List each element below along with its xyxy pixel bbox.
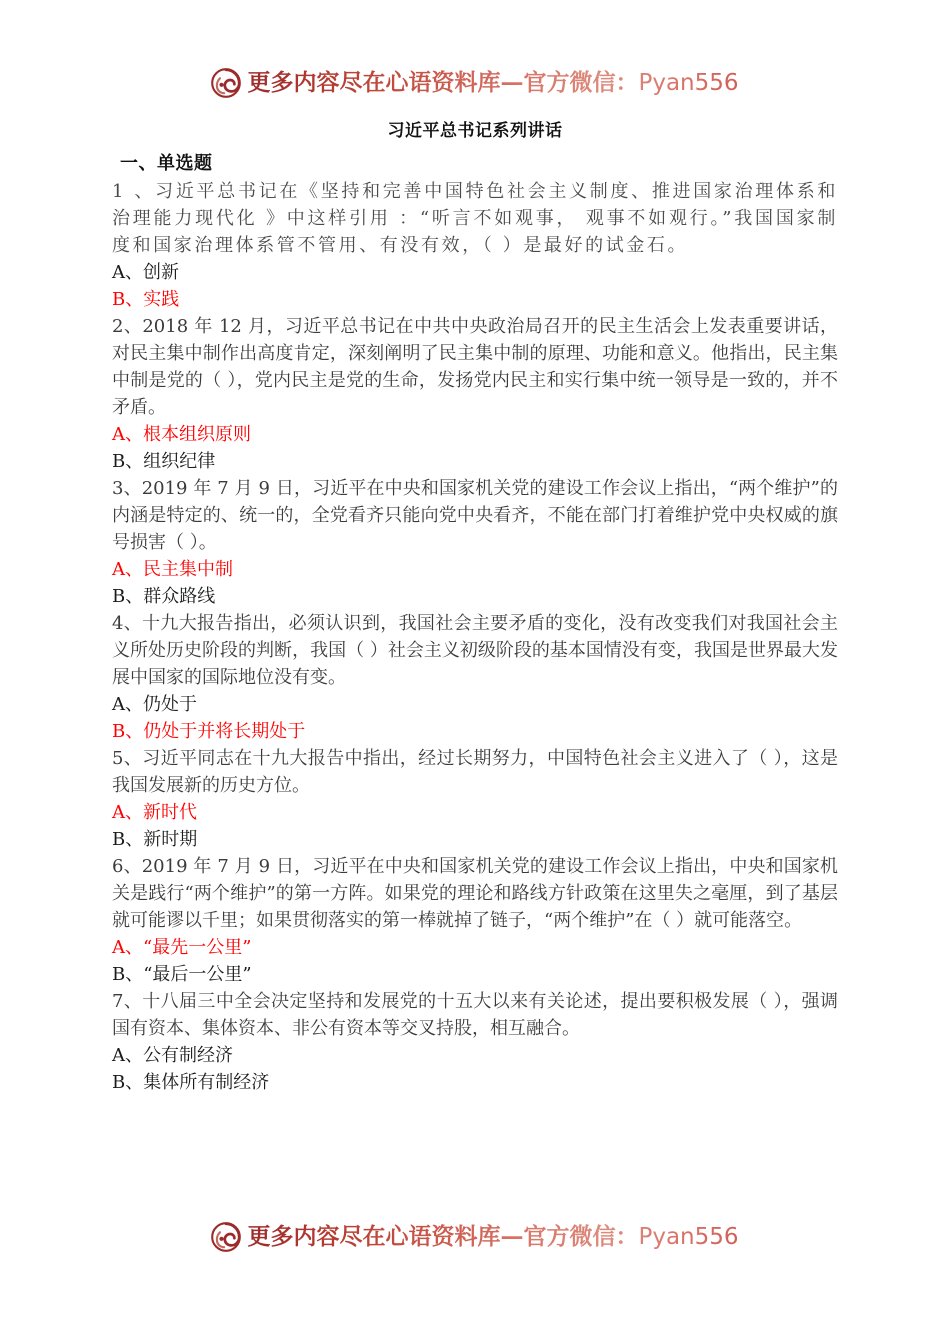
question-block (112, 313, 838, 475)
question-block (112, 988, 838, 1096)
question-stem: 7、十八届三中全会决定坚持和发展党的十五大以来有关论述，提出要积极发展（ ），强调国有资本、集体资本、非公有资本等交叉持股，相互融合。 (112, 991, 838, 1039)
watermark-text-cn: 更多内容尽在心语资料库—官方微信： (247, 1223, 639, 1250)
question-option-answer: A、新时代 (112, 802, 197, 823)
question-option: B、组织纪律 (112, 451, 216, 472)
yin-yang-swirl-logo-icon (211, 68, 241, 98)
document-content (112, 118, 838, 1096)
question-option: A、公有制经济 (112, 1045, 233, 1066)
question-option: B、群众路线 (112, 586, 216, 607)
watermark-text-latin: Pyan556 (638, 70, 739, 96)
yin-yang-swirl-logo-icon (211, 1222, 241, 1252)
question-block (112, 475, 838, 610)
watermark-text (247, 68, 738, 98)
question-option-answer: A、民主集中制 (112, 559, 233, 580)
watermark-text-cn: 更多内容尽在心语资料库—官方微信： (247, 69, 639, 96)
question-stem: 1 、习近平总书记在《坚持和完善中国特色社会主义制度、推进国家治理体系和治理能力现代化 》中这样引用 ：“听言不如观事， 观事不如观行。”我国国家制度和国家治理体系管不管用、有没有效，（ ）是最好的试金石。 (112, 181, 838, 256)
watermark-text-latin: Pyan556 (638, 1224, 739, 1250)
page-title: 习近平总书记系列讲话 (387, 121, 563, 141)
question-stem: 3、2019 年 7 月 9 日，习近平在中央和国家机关党的建设工作会议上指出，“两个维护”的内涵是特定的、统一的，全党看齐只能向党中央看齐，不能在部门打着维护党中央权威的旗号损害（ ）。 (112, 478, 838, 553)
question-option-answer: A、“最先一公里” (112, 937, 252, 958)
question-block (112, 853, 838, 988)
question-option-answer: B、实践 (112, 289, 180, 310)
question-stem: 5、习近平同志在十九大报告中指出，经过长期努力，中国特色社会主义进入了（ ），这是我国发展新的历史方位。 (112, 748, 838, 796)
question-option: B、集体所有制经济 (112, 1072, 270, 1093)
question-stem: 4、十九大报告指出，必须认识到，我国社会主要矛盾的变化，没有改变我们对我国社会主义所处历史阶段的判断，我国（ ）社会主义初级阶段的基本国情没有变，我国是世界最大发展中国家的国际地位没有变。 (112, 613, 838, 688)
question-stem: 2、2018 年 12 月，习近平总书记在中共中央政治局召开的民主生活会上发表重要讲话，对民主集中制作出高度肯定，深刻阐明了民主集中制的原理、功能和意义。他指出，民主集中制是党的（ ），党内民主是党的生命，发扬党内民主和实行集中统一领导是一致的，并不矛盾。 (112, 316, 838, 418)
question-option: B、新时期 (112, 829, 198, 850)
watermark-top (0, 68, 950, 98)
question-block (112, 178, 838, 313)
question-block (112, 745, 838, 853)
question-stem: 6、2019 年 7 月 9 日，习近平在中央和国家机关党的建设工作会议上指出，中央和国家机关是践行“两个维护”的第一方阵。如果党的理论和路线方针政策在这里失之毫厘，到了基层就可能谬以千里；如果贯彻落实的第一棒就掉了链子，“两个维护”在（ ）就可能落空。 (112, 856, 838, 931)
question-option: A、仍处于 (112, 694, 197, 715)
watermark-text (247, 1222, 738, 1252)
question-block (112, 610, 838, 745)
question-option: B、“最后一公里” (112, 964, 252, 985)
watermark-bottom (0, 1222, 950, 1252)
section-heading-single-choice: 一、单选题 (120, 153, 213, 174)
question-option-answer: A、根本组织原则 (112, 424, 251, 445)
question-option-answer: B、仍处于并将长期处于 (112, 721, 306, 742)
question-option: A、创新 (112, 262, 179, 283)
